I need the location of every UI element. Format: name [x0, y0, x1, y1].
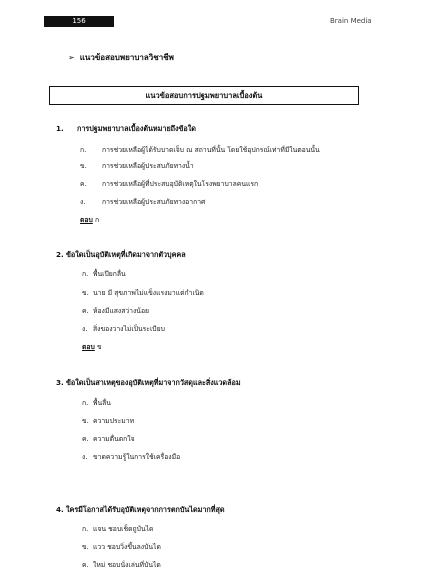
option-text: การช่วยเหลือผู้ประสบภัยทางอากาศ [102, 198, 206, 206]
question-4 [56, 505, 225, 516]
option-text: ความประมาท [93, 417, 135, 425]
option-letter: ข. [82, 417, 89, 425]
option-letter: ก. [82, 399, 89, 407]
page-number-badge [44, 16, 114, 27]
option-letter: ง. [82, 325, 88, 333]
answer-line [82, 341, 102, 352]
question-number: 3. [56, 378, 64, 387]
section-heading-text: แนวข้อสอบพยาบาลวิชาชีพ [79, 53, 174, 62]
option [82, 305, 149, 316]
option-text: การช่วยเหลือผู้ที่ประสบอุบัติเหตุในโรงพยาบาลคนแรก [102, 180, 259, 188]
option [82, 451, 180, 462]
answer-label: ตอบ [80, 216, 93, 224]
arrow-bullet-icon: ➢ [68, 53, 75, 62]
option-letter: ค. [82, 307, 89, 315]
option [82, 287, 204, 298]
option-text: ใหม่ ชอบนั่งเล่นที่บันได [93, 561, 161, 569]
option-text: พื้นลื่น [93, 399, 111, 407]
option [80, 196, 205, 207]
option-letter: ข. [82, 289, 89, 297]
option-letter: ง. [80, 198, 86, 206]
option-text: แวว ชอบวิ่งขึ้นลงบันได [93, 543, 161, 551]
option [82, 397, 111, 408]
question-number: 4. [56, 505, 64, 514]
page-number: 156 [72, 17, 86, 25]
option [82, 268, 126, 279]
option-text: นาย มี สุขภาพไม่แข็งแรงมาแต่กำเนิด [93, 289, 204, 297]
option [80, 178, 258, 189]
option-letter: ง. [82, 453, 88, 461]
option [82, 323, 165, 334]
option-letter: ค. [80, 180, 87, 188]
question-text: ข้อใดเป็นสาเหตุของอุบัติเหตุที่มาจากวัสดุและสิ่งแวดล้อม [66, 378, 241, 387]
option-letter: ข. [80, 162, 87, 170]
option [82, 559, 161, 570]
option [82, 433, 135, 444]
question-text: การปฐมพยาบาลเบื้องต้นหมายถึงข้อใด [77, 124, 196, 133]
boxed-title: แนวข้อสอบการปฐมพยาบาลเบื้องต้น [49, 86, 359, 105]
question-text: ใครมีโอกาสได้รับอุบัติเหตุจากการตกบันไดมากที่สุด [66, 505, 225, 514]
question-3 [56, 378, 241, 389]
option [80, 160, 194, 171]
option-letter: ก. [82, 270, 89, 278]
option [80, 144, 320, 155]
option-text: สิ่งของวางไม่เป็นระเบียบ [93, 325, 165, 333]
question-1 [56, 124, 196, 135]
section-heading [68, 51, 174, 64]
option [82, 523, 153, 534]
option-letter: ก. [80, 146, 87, 154]
option-letter: ค. [82, 435, 89, 443]
publisher-name: Brain Media [330, 17, 372, 25]
answer-value: ก [94, 216, 100, 224]
answer-label: ตอบ [82, 343, 95, 351]
question-2 [56, 250, 186, 261]
option-text: การช่วยเหลือผู้ประสบภัยทางน้ำ [102, 162, 194, 170]
question-number: 1. [56, 124, 64, 133]
option [82, 415, 134, 426]
option-text: ความตื่นตกใจ [93, 435, 135, 443]
question-text: ข้อใดเป็นอุบัติเหตุที่เกิดมาจากตัวบุคคล [66, 250, 186, 259]
option-text: ขาดความรู้ในการใช้เครื่องมือ [93, 453, 181, 461]
option-letter: ก. [82, 525, 89, 533]
option-text: พื้นเปียกลื่น [93, 270, 126, 278]
option-letter: ค. [82, 561, 89, 569]
option-text: แจน ชอบเช็ดถูบันได [93, 525, 154, 533]
answer-value: ข [96, 343, 102, 351]
option-text: ห้องมีแสงสว่างน้อย [93, 307, 150, 315]
option-text: การช่วยเหลือผู้ได้รับบาดเจ็บ ณ สถานที่นั้น โดยใช้อุปกรณ์เท่าที่มีในตอนนั้น [102, 146, 320, 154]
answer-line [80, 214, 99, 225]
option-letter: ข. [82, 543, 89, 551]
question-number: 2. [56, 250, 64, 259]
option [82, 541, 161, 552]
